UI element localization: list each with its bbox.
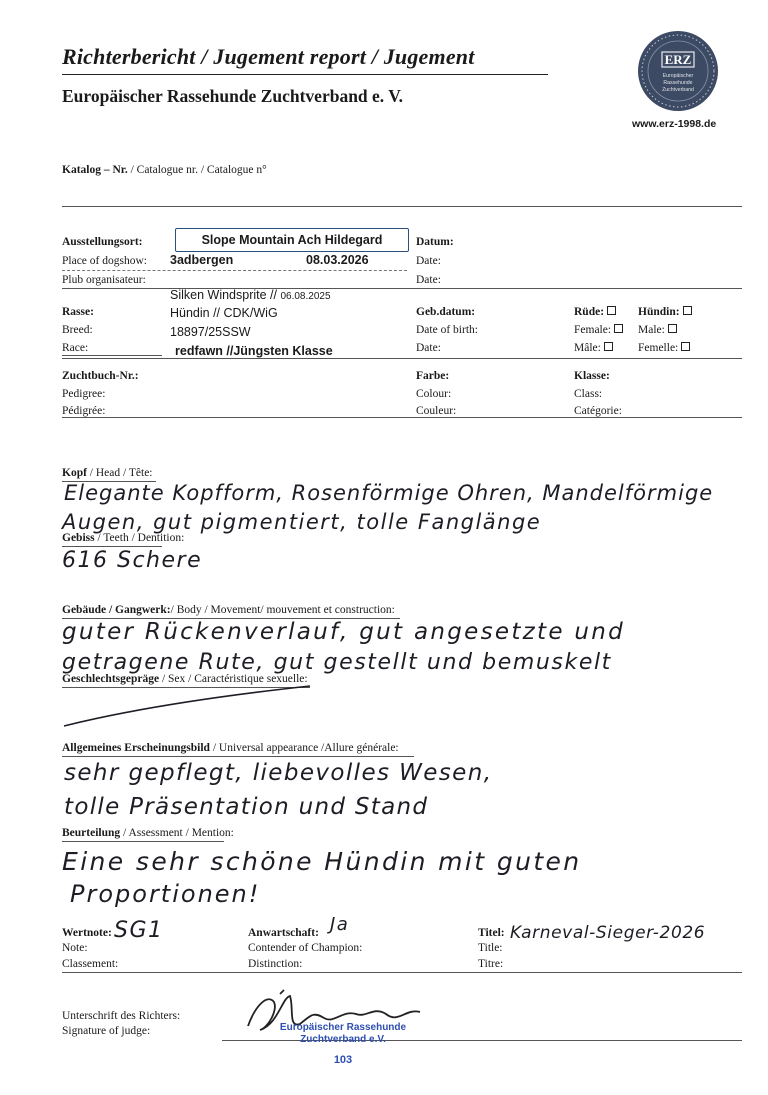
report-title: Richterbericht / Jugement report / Jugement [62,44,475,69]
cac-label-en: Contender of Champion: [248,942,363,954]
general-label: Allgemeines Erscheinungsbild / Universal appearance /Allure générale: [62,742,399,754]
cac-label-de: Anwartschaft: [248,927,319,939]
pedigree-label-de: Zuchtbuch-Nr.: [62,370,139,382]
catalogue-label: Katalog – Nr. / Catalogue nr. / Catalogue n° [62,164,267,176]
birth-label-fr: Date: [416,342,441,354]
grade-label-en: Note: [62,942,88,954]
class-label-en: Class: [574,388,603,400]
page-number: 103 [333,1054,353,1066]
grade-value: SG1 [114,918,164,943]
assessment-label-underline [62,841,224,842]
breed-label-fr: Race: [62,342,89,354]
general-text-line1: sehr gepflegt, liebevolles Wesen, [64,760,493,786]
show-date: 08.03.2026 [306,253,369,267]
website-url: www.erz-1998.de [632,118,717,130]
grading-line [62,972,742,973]
svg-text:Europäischer: Europäischer [662,73,694,79]
teeth-label: Gebiss / Teeth / Dentition: [62,532,185,544]
title-label-en: Title: [478,942,503,954]
place-label-en: Place of dogshow: [62,255,147,267]
club-line [62,288,742,289]
dog-class-line: redfawn //Jüngsten Klasse [175,344,333,358]
date-label-en: Date: [416,255,441,267]
cac-label-fr: Distinction: [248,958,303,970]
assessment-label: Beurteilung / Assessment / Mention: [62,827,234,839]
cac-value: Ja [330,914,350,935]
head-text-line2: Augen, gut pigmentiert, tolle Fanglänge [62,510,542,534]
class-label-de: Klasse: [574,370,610,382]
show-city: 3adbergen [170,253,234,267]
sex-label: Geschlechtsgepräge / Sex / Caractéristique sexuelle: [62,673,308,685]
svg-text:Rassehunde: Rassehunde [663,80,693,86]
assessment-text-line1: Eine sehr schöne Hündin mit guten [62,847,582,876]
head-text-line1: Elegante Kopfform, Rosenförmige Ohren, Mandelförmige [64,481,714,505]
male-checkbox-de[interactable]: Rüde: [574,306,616,318]
date-label-de: Datum: [416,236,454,248]
male-checkbox-en[interactable]: Male: [638,324,677,336]
colour-label-fr: Couleur: [416,405,457,417]
erz-logo [637,30,719,112]
place-underline [62,270,407,271]
title-label-fr: Titre: [478,958,504,970]
birth-label-en: Date of birth: [416,324,478,336]
teeth-label-underline [62,546,162,547]
grade-label-de: Wertnote: [62,927,112,939]
sex-strike-mark [60,676,320,732]
breed-label-de: Rasse: [62,306,94,318]
colour-label-en: Colour: [416,388,452,400]
teeth-text: 616 Schere [62,548,203,573]
dog-name: Silken Windsprite // 06.08.2025 [170,288,331,302]
club-label: Plub organisateur: [62,274,146,286]
signature-label-de: Unterschrift des Richters: [62,1010,181,1022]
pedigree-label-fr: Pédigrée: [62,405,106,417]
place-label-de: Ausstellungsort: [62,236,143,248]
race-underline [62,355,162,356]
svg-text:Zuchtverband: Zuchtverband [662,87,694,93]
female-checkbox-fr[interactable]: Femelle: [638,342,690,354]
general-text-line2: tolle Präsentation und Stand [64,794,429,820]
signature-label-en: Signature of judge: [62,1025,151,1037]
grade-label-fr: Classement: [62,958,119,970]
class-label-fr: Catégorie: [574,405,622,417]
title-value: Karneval-Sieger-2026 [510,923,706,943]
body-text-line1: guter Rückenverlauf, gut angesetzte und [62,619,626,645]
date-label-fr: Date: [416,274,441,286]
male-checkbox-fr[interactable]: Mâle: [574,342,613,354]
association-stamp: Europäischer Rassehunde Zuchtverband e.V. [279,1022,407,1045]
svg-text:ERZ: ERZ [664,52,692,67]
colour-label-de: Farbe: [416,370,450,382]
title-label-de: Titel: [478,927,505,939]
head-label: Kopf / Head / Tête: [62,467,153,479]
dog-sex-line: Hündin // CDK/WiG [170,306,278,320]
general-label-underline [62,756,414,757]
female-checkbox-en[interactable]: Female: [574,324,623,336]
dog-number: 18897/25SSW [170,325,251,339]
catalogue-line [62,206,742,207]
pedigree-label-en: Pedigree: [62,388,106,400]
body-label: Gebäude / Gangwerk:/ Body / Movement/ mouvement et construction: [62,604,395,616]
birth-label-de: Geb.datum: [416,306,476,318]
assessment-text-line2: Proportionen! [70,880,261,908]
pedigree-block-line [62,417,742,418]
breed-block-line [62,358,742,359]
female-checkbox-de[interactable]: Hündin: [638,306,692,318]
title-underline [62,74,548,75]
body-text-line2: getragene Rute, gut gestellt und bemuskelt [62,650,612,675]
association-name: Europäischer Rassehunde Zuchtverband e. V. [62,86,404,106]
breed-label-en: Breed: [62,324,93,336]
venue-stamp: Slope Mountain Ach Hildegard [175,228,409,252]
